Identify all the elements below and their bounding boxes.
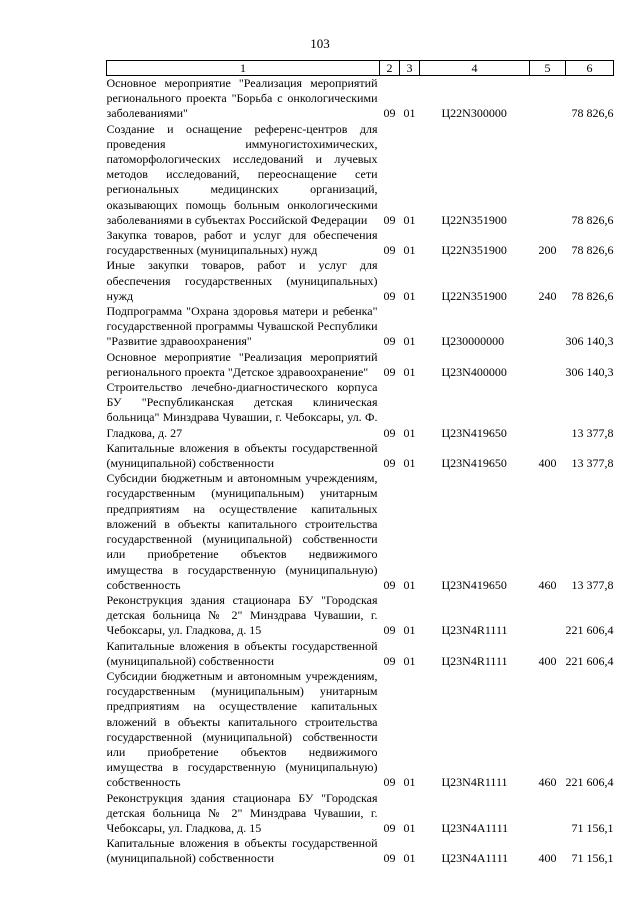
cell-target-item: Ц23N4R1111 [441, 653, 508, 668]
cell-amount: 78 826,6 [571, 212, 614, 227]
cell-target-item: Ц23N4R1111 [441, 623, 508, 638]
cell-expense-type [530, 122, 566, 228]
cell-target-item: Ц23N400000 [441, 364, 507, 379]
table-row [107, 593, 614, 639]
cell-section: 09 [383, 243, 396, 258]
cell-amount: 78 826,6 [571, 288, 614, 303]
table-row [107, 228, 614, 258]
cell-subsection: 01 [403, 243, 416, 258]
table-body [107, 76, 614, 867]
cell-subsection: 01 [403, 820, 416, 835]
cell-target-item: Ц22N351900 [441, 288, 507, 303]
cell-section: 09 [383, 775, 396, 790]
cell-subsection: 01 [403, 288, 416, 303]
cell-name: Строительство лечебно-диагностического корпуса БУ "Республиканская детская клиническая больница" Минздрава Чувашии, г. Чебоксары, ул. Ф. Гладкова, д. 27 [106, 380, 378, 440]
cell-amount: 78 826,6 [571, 243, 614, 258]
cell-subsection: 01 [403, 653, 416, 668]
cell-name: Реконструкция здания стационара БУ "Городская детская больница № 2" Минздрава Чувашии, г. Чебоксары, ул. Гладкова, д. 15 [106, 790, 378, 835]
cell-name: Подпрограмма "Охрана здоровья матери и ребенка" государственной программы Чувашской Республики "Развитие здравоохранения" [106, 304, 378, 349]
cell-name: Реконструкция здания стационара БУ "Городская детская больница № 2" Минздрава Чувашии, г. Чебоксары, ул. Гладкова, д. 15 [106, 592, 378, 638]
cell-expense-type: 460 [538, 775, 557, 790]
table-row [107, 669, 614, 791]
cell-expense-type [530, 380, 566, 441]
cell-amount: 306 140,3 [565, 334, 614, 349]
cell-section: 09 [383, 653, 396, 668]
cell-target-item: Ц23N419650 [441, 577, 507, 592]
cell-name: Создание и оснащение референс-центров для проведения иммуногистохимических, патоморфологических исследований и лучевых методов исследований, переоснащение сети региональных медицинских организаций, оказывающих помощь больным онкологическими заболеваниями в субъектах Российской Федерации [106, 121, 378, 227]
table-row [107, 304, 614, 350]
cell-target-item: Ц23N419650 [441, 425, 507, 440]
cell-name: Субсидии бюджетным и автономным учреждениям, государственным (муниципальным) унитарным предприятиям на осуществление капитальных вложений в объекты капитального строительства государственной (муниципальной) собственности или приобретение объектов недвижимого имущества в государственную (муниципальную) собственность [106, 471, 378, 592]
cell-expense-type [530, 593, 566, 639]
table-row [107, 258, 614, 304]
page-number: 103 [310, 36, 330, 51]
cell-subsection: 01 [403, 623, 416, 638]
cell-amount: 13 377,8 [571, 456, 614, 471]
cell-section: 09 [383, 851, 396, 866]
cell-target-item: Ц22N300000 [441, 106, 507, 121]
cell-section: 09 [383, 288, 396, 303]
cell-amount: 78 826,6 [571, 106, 614, 121]
table-header-row [107, 61, 614, 76]
cell-name: Основное мероприятие "Реализация мероприятий регионального проекта "Борьба с онкологическими заболеваниями" [106, 76, 378, 121]
column-header: 5 [530, 61, 566, 76]
cell-subsection: 01 [403, 212, 416, 227]
cell-subsection: 01 [403, 425, 416, 440]
cell-expense-type: 200 [538, 243, 557, 258]
cell-name: Закупка товаров, работ и услуг для обеспечения государственных (муниципальных) нужд [106, 228, 378, 258]
cell-subsection: 01 [403, 334, 416, 349]
table-row [107, 836, 614, 866]
cell-expense-type: 400 [538, 456, 557, 471]
cell-amount: 221 606,4 [565, 653, 614, 668]
table-row [107, 441, 614, 471]
cell-name: Субсидии бюджетным и автономным учреждениям, государственным (муниципальным) унитарным предприятиям на осуществление капитальных вложений в объекты капитального строительства государственной (муниципальной) собственности или приобретение объектов недвижимого имущества в государственную (муниципальную) собственность [106, 668, 378, 790]
cell-amount: 221 606,4 [565, 775, 614, 790]
column-header: 1 [107, 61, 380, 76]
table-row [107, 639, 614, 669]
cell-subsection: 01 [403, 851, 416, 866]
cell-expense-type [530, 76, 566, 122]
cell-section: 09 [383, 820, 396, 835]
cell-section: 09 [383, 212, 396, 227]
cell-amount: 13 377,8 [571, 577, 614, 592]
cell-subsection: 01 [403, 456, 416, 471]
cell-amount: 71 156,1 [571, 820, 614, 835]
cell-name: Капитальные вложения в объекты государственной (муниципальной) собственности [106, 638, 378, 668]
cell-target-item: Ц22N351900 [441, 212, 507, 227]
cell-name: Капитальные вложения в объекты государственной (муниципальной) собственности [106, 836, 378, 866]
table-row [107, 76, 614, 122]
cell-section: 09 [383, 623, 396, 638]
cell-amount: 221 606,4 [565, 623, 614, 638]
cell-name: Основное мероприятие "Реализация мероприятий регионального проекта "Детское здравоохранение" [106, 349, 378, 379]
cell-amount: 306 140,3 [565, 364, 614, 379]
table-row [107, 471, 614, 593]
table-row [107, 380, 614, 441]
table-row [107, 791, 614, 837]
cell-expense-type: 460 [538, 577, 557, 592]
cell-section: 09 [383, 425, 396, 440]
column-header: 2 [380, 61, 400, 76]
column-header: 6 [566, 61, 614, 76]
column-header: 3 [400, 61, 420, 76]
cell-target-item: Ц23N4A1111 [441, 851, 509, 866]
cell-target-item: Ц22N351900 [441, 243, 507, 258]
cell-section: 09 [383, 456, 396, 471]
column-header: 4 [420, 61, 530, 76]
cell-expense-type [530, 791, 566, 837]
cell-target-item: Ц23N4A1111 [441, 820, 509, 835]
cell-subsection: 01 [403, 364, 416, 379]
cell-section: 09 [383, 577, 396, 592]
table-row [107, 122, 614, 228]
cell-expense-type: 240 [538, 288, 557, 303]
cell-name: Иные закупки товаров, работ и услуг для обеспечения государственных (муниципальных) нужд [106, 258, 378, 303]
table-row [107, 350, 614, 380]
cell-section: 09 [383, 106, 396, 121]
cell-expense-type: 400 [538, 851, 557, 866]
cell-amount: 71 156,1 [571, 851, 614, 866]
cell-expense-type [530, 350, 566, 380]
cell-target-item: Ц23N4R1111 [441, 775, 508, 790]
cell-target-item: Ц23N419650 [441, 456, 507, 471]
cell-subsection: 01 [403, 577, 416, 592]
cell-section: 09 [383, 364, 396, 379]
budget-table [106, 60, 614, 867]
cell-target-item: Ц230000000 [441, 334, 505, 349]
cell-amount: 13 377,8 [571, 425, 614, 440]
cell-expense-type [530, 304, 566, 350]
cell-subsection: 01 [403, 106, 416, 121]
cell-expense-type: 400 [538, 653, 557, 668]
cell-section: 09 [383, 334, 396, 349]
cell-name: Капитальные вложения в объекты государственной (муниципальной) собственности [106, 440, 378, 471]
cell-subsection: 01 [403, 775, 416, 790]
